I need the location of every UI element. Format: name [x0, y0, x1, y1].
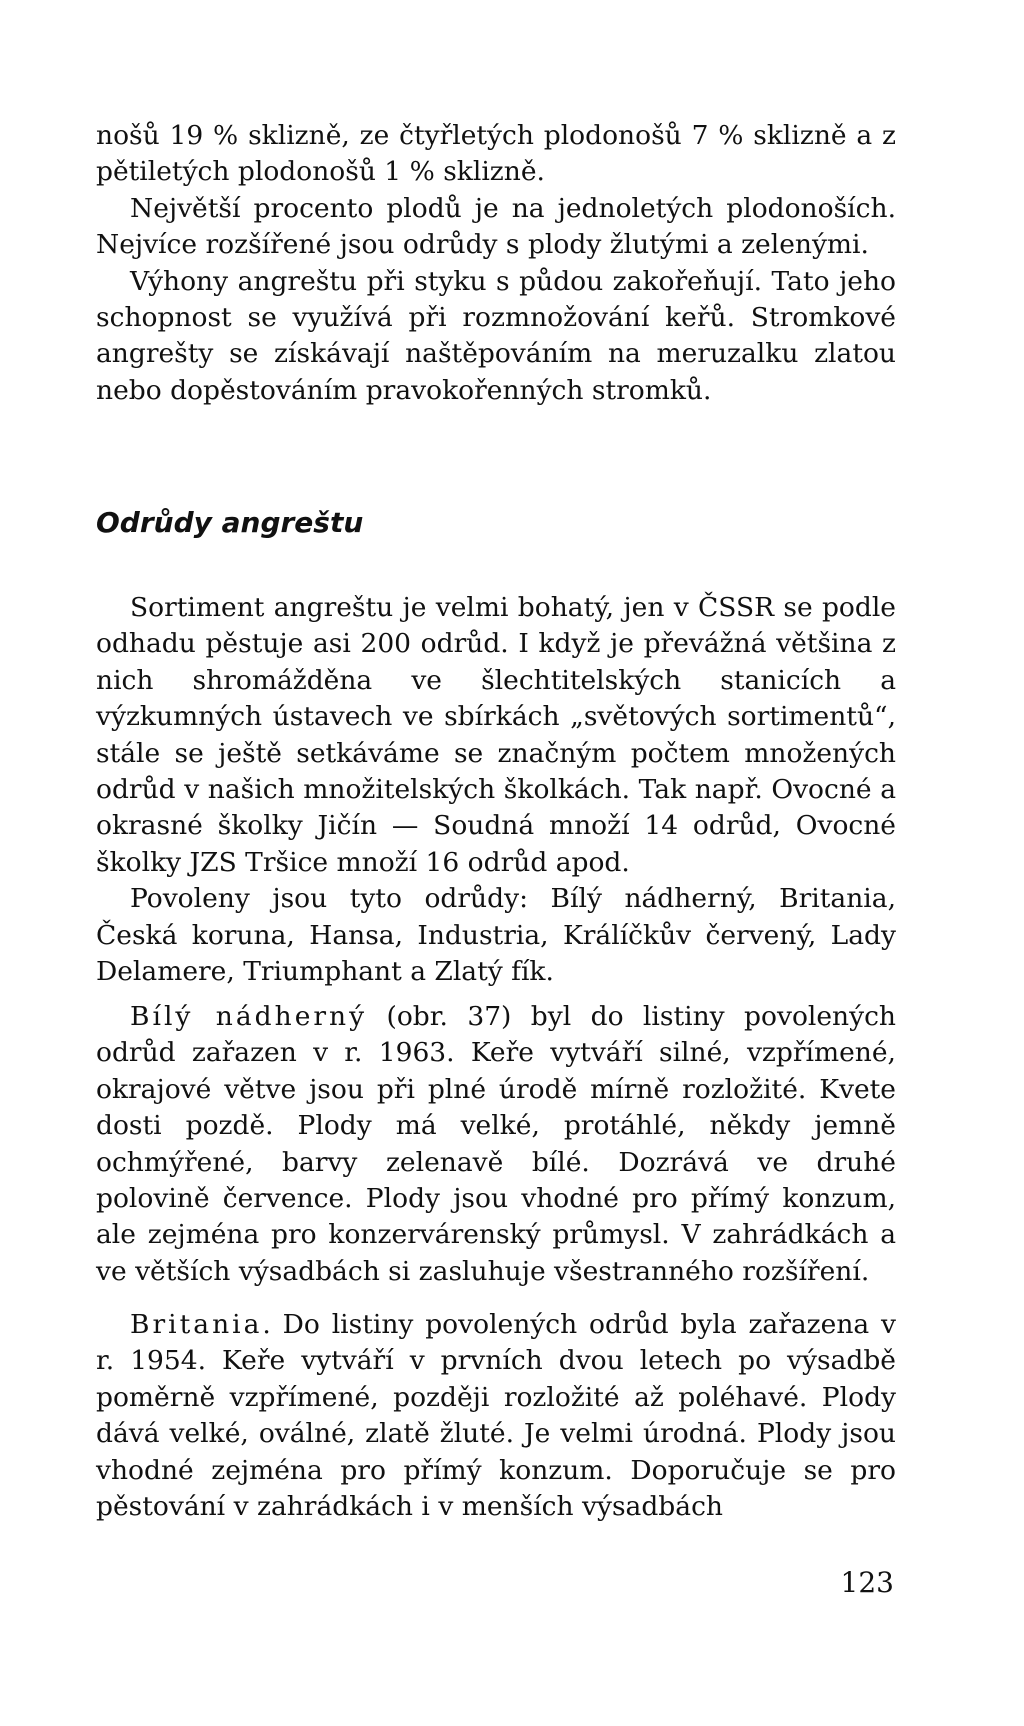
- intro-paragraph-1: nošů 19 % sklizně, ze čtyřletých plodonošů 7 % sklizně a z pětiletých plodonošů 1 % sklizně.: [96, 120, 896, 188]
- section-paragraph-2: Povoleny jsou tyto odrůdy: Bílý nádherný, Britania, Česká koruna, Hansa, Industria, Králíčkův červený, Lady Delamere, Triumphant a Zlatý fík.: [96, 883, 896, 988]
- intro-paragraph-3: Výhony angreštu při styku s půdou zakořeňují. Tato jeho schopnost se využívá při rozmnožování keřů. Stromkové angrešty se získávají naštěpováním na meruzalku zlatou nebo dopěstováním pravokořenných stromků.: [96, 265, 896, 406]
- section-text: [96, 590, 896, 990]
- variety-name: Bílý nádherný: [130, 1001, 368, 1032]
- page-number: 123: [840, 1566, 894, 1599]
- section-heading: Odrůdy angreštu: [96, 506, 364, 539]
- variety-text: [96, 999, 896, 1290]
- variety-description: . Do listiny povolených odrůd byla zařazena v r. 1954. Keře vytváří v prvních dvou letech po výsadbě poměrně vzpřímené, později rozložité až poléhavé. Plody dává velké, oválné, zlatě žluté. Je velmi úrodná. Plody jsou vhodné zejména pro přímý konzum. Doporučuje se pro pěstování v zahrádkách i v menších výsadbách: [96, 1309, 896, 1523]
- variety-paragraph-britania: [96, 1307, 896, 1525]
- variety-text-2: [96, 1307, 896, 1525]
- variety-paragraph-bily-nadherny: [96, 999, 896, 1290]
- intro-text: [96, 118, 896, 409]
- variety-description: (obr. 37) byl do listiny povolených odrůd zařazen v r. 1963. Keře vytváří silné, vzpřímené, okrajové větve jsou při plné úrodě mírně rozložité. Kvete dosti pozdě. Plody má velké, protáhlé, někdy jemně ochmýřené, barvy zelenavě bílé. Dozrává ve druhé polovině července. Plody jsou vhodné pro přímý konzum, ale zejména pro konzervárenský průmysl. V zahrádkách a ve větších výsadbách si zasluhuje všestranného rozšíření.: [96, 1001, 896, 1287]
- section-paragraph-1: Sortiment angreštu je velmi bohatý, jen v ČSSR se podle odhadu pěstuje asi 200 odrůd. I když je převážná většina z nich shromážděna ve šlechtitelských stanicích a výzkumných ústavech ve sbírkách „světových sortimentů“, stále se ještě setkáváme se značným počtem množených odrůd v našich množitelských školkách. Tak např. Ovocné a okrasné školky Jičín — Soudná množí 14 odrůd, Ovocné školky JZS Tršice množí 16 odrůd apod.: [96, 592, 896, 878]
- intro-paragraph-2: Největší procento plodů je na jednoletých plodonoších. Nejvíce rozšířené jsou odrůdy s plody žlutými a zelenými.: [96, 192, 896, 261]
- variety-name: Britania: [130, 1309, 263, 1340]
